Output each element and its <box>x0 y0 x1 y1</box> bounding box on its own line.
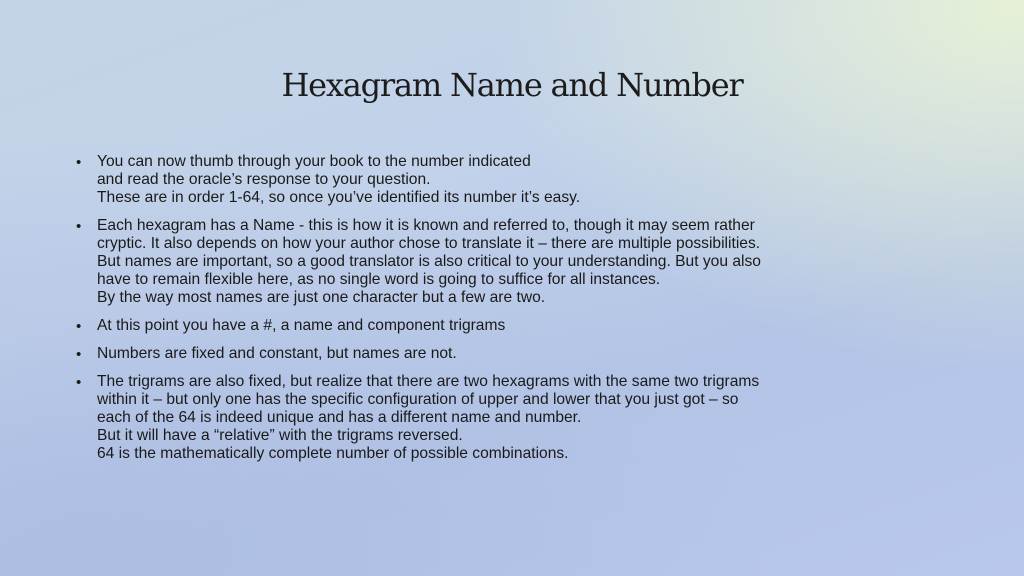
bullet-text-line: within it – but only one has the specific configuration of upper and lower that you just got – so <box>97 391 739 408</box>
bullet-dot-icon: • <box>76 318 82 335</box>
bullet-item <box>74 317 974 335</box>
bullet-text-line: By the way most names are just one character but a few are two. <box>97 289 546 306</box>
bullet-text-line: and read the oracle’s response to your question. <box>97 171 431 188</box>
bullet-dot-icon: • <box>76 346 82 363</box>
bullet-text-line: cryptic. It also depends on how your author chose to translate it – there are multiple possibilities. <box>97 235 761 252</box>
bullet-item <box>74 345 974 363</box>
bullet-list <box>74 153 974 463</box>
bullet-text-line: each of the 64 is indeed unique and has a different name and number. <box>97 409 582 426</box>
bullet-text-line: Numbers are fixed and constant, but names are not. <box>97 345 457 362</box>
bullet-text-line: Each hexagram has a Name - this is how it is known and referred to, though it may seem rather <box>97 217 755 234</box>
bullet-item <box>74 217 974 307</box>
bullet-item <box>74 153 974 207</box>
bullet-dot-icon: • <box>76 154 82 171</box>
bullet-item <box>74 373 974 463</box>
bullet-dot-icon: • <box>76 374 82 391</box>
bullet-text-line: 64 is the mathematically complete number of possible combinations. <box>97 445 569 462</box>
bullet-text-line: You can now thumb through your book to the number indicated <box>97 153 531 170</box>
bullet-text-line: The trigrams are also fixed, but realize that there are two hexagrams with the same two trigrams <box>97 373 760 390</box>
bullet-text-line: At this point you have a #, a name and component trigrams <box>97 317 506 334</box>
bullet-text-line: But it will have a “relative” with the trigrams reversed. <box>97 427 463 444</box>
bullet-text-line: But names are important, so a good translator is also critical to your understanding. But you also <box>97 253 761 270</box>
bullet-text-line: have to remain flexible here, as no single word is going to suffice for all instances. <box>97 271 661 288</box>
slide-body <box>74 153 974 473</box>
bullet-text-line: These are in order 1-64, so once you’ve identified its number it’s easy. <box>97 189 581 206</box>
slide-title: Hexagram Name and Number <box>281 66 743 104</box>
bullet-dot-icon: • <box>76 218 82 235</box>
